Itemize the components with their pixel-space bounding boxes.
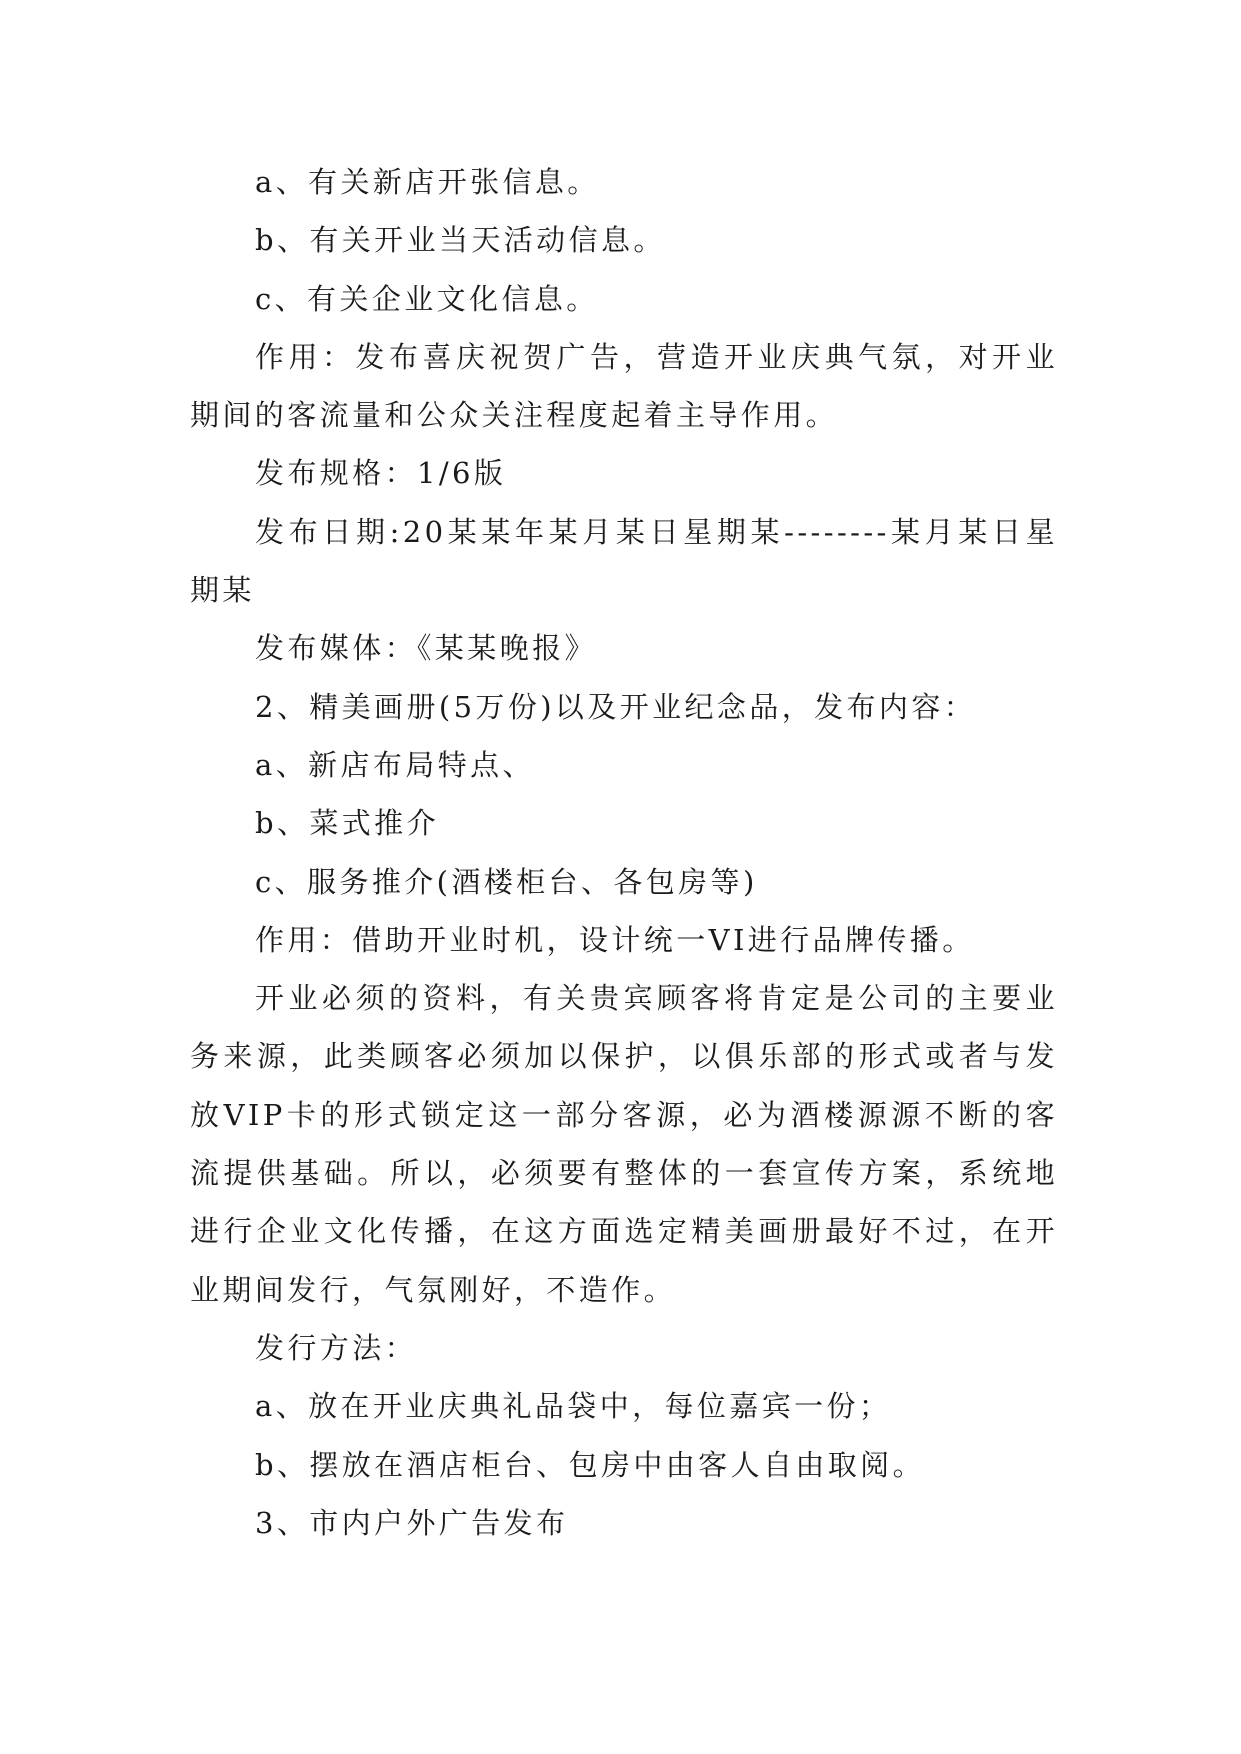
paragraph-publish-date: 发布日期:20某某年某月某日星期某--------某月某日星期某 <box>190 514 1058 608</box>
paragraph-layout-features: a、新店布局特点、 <box>255 747 535 782</box>
paragraph-new-store-info: a、有关新店开张信息。 <box>255 165 600 199</box>
paragraph-corporate-culture-info: c、有关企业文化信息。 <box>255 281 599 316</box>
paragraph-ad-purpose: 作用：发布喜庆祝贺广告，营造开业庆典气氛，对开业期间的客流量和公众关注程度起着主导作用。 <box>190 339 1058 433</box>
paragraph-brochure-purpose: 作用：借助开业时机，设计统一VI进行品牌传播。 <box>255 922 975 957</box>
paragraph-dish-recommendation: b、菜式推介 <box>255 806 439 841</box>
paragraph-gift-bag: a、放在开业庆典礼品袋中，每位嘉宾一份； <box>255 1389 892 1424</box>
paragraph-vip-rationale: 开业必须的资料，有关贵宾顾客将肯定是公司的主要业务来源，此类顾客必须加以保护，以俱乐部的形式或者与发放VIP卡的形式锁定这一部分客源，必为酒楼源源不断的客流提供基础。所以，必须要有整体的一套宣传方案，系统地进行企业文化传播，在这方面选定精美画册最好不过，在开业期间发行，气氛刚好，不造作。 <box>190 981 1058 1307</box>
paragraph-counter-display: b、摆放在酒店柜台、包房中由客人自由取阅。 <box>255 1447 925 1482</box>
paragraph-brochure-heading: 2、精美画册(5万份)以及开业纪念品，发布内容： <box>255 689 977 724</box>
paragraph-outdoor-ads-heading: 3、市内户外广告发布 <box>255 1505 569 1540</box>
document-body <box>190 153 1058 1552</box>
paragraph-service-recommendation: c、服务推介(酒楼柜台、各包房等) <box>255 864 758 899</box>
paragraph-distribution-heading: 发行方法： <box>255 1330 418 1365</box>
paragraph-publish-spec: 发布规格：1/6版 <box>255 456 507 491</box>
paragraph-publish-media: 发布媒体：《某某晚报》 <box>255 631 597 666</box>
paragraph-opening-day-info: b、有关开业当天活动信息。 <box>255 223 666 258</box>
